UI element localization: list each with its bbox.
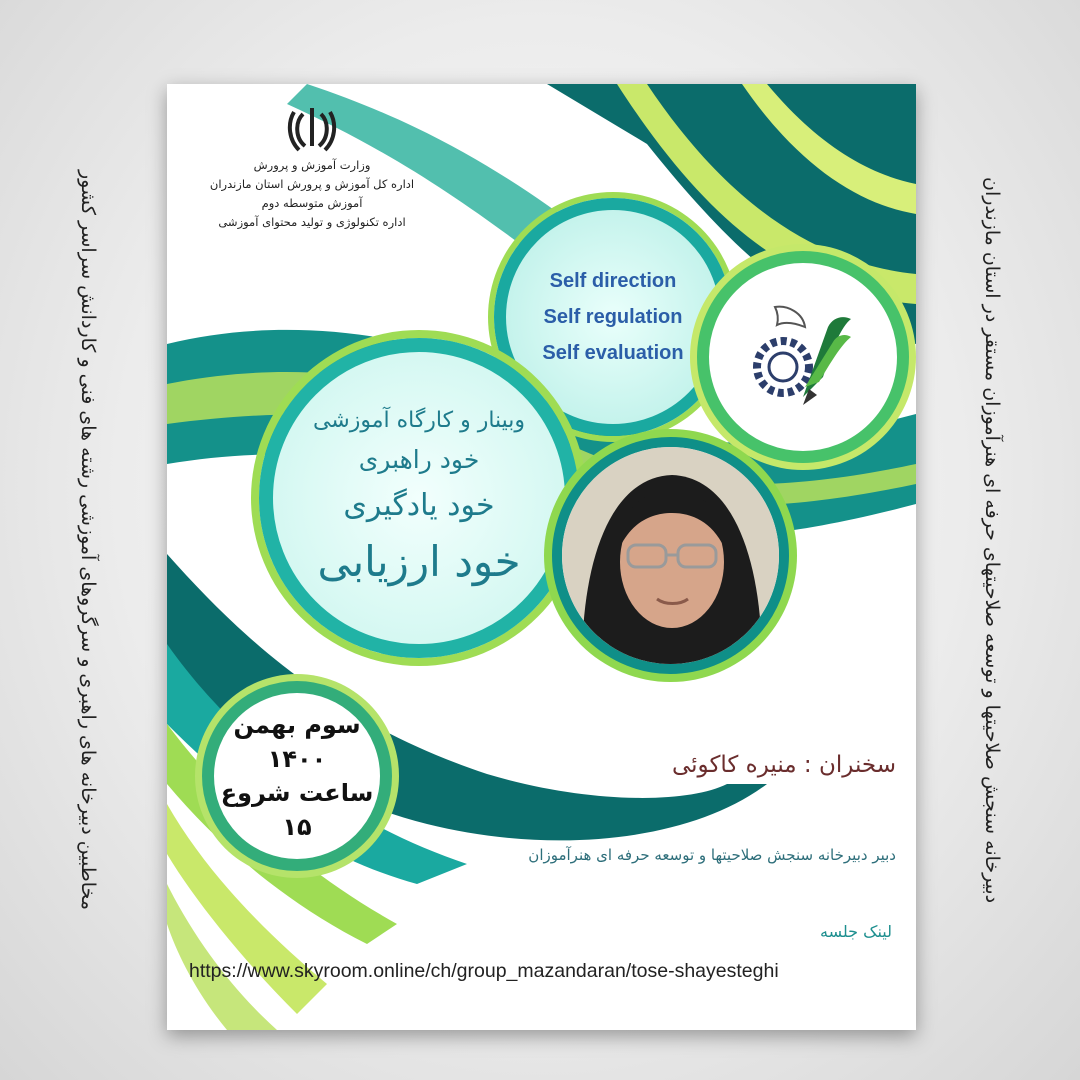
- skill-self-evaluation: Self evaluation: [542, 342, 684, 364]
- iran-emblem-icon: [286, 104, 338, 152]
- organization-logo-icon: [733, 287, 873, 427]
- title-self-learning: خود یادگیری: [343, 488, 495, 523]
- date-day-month: سوم بهمن: [233, 711, 361, 739]
- session-link-label: لینک جلسه: [820, 922, 892, 941]
- skill-self-direction: Self direction: [549, 270, 677, 292]
- title-webinar-workshop: وبینار و کارگاه آموزشی: [312, 408, 526, 433]
- date-circle: [202, 681, 392, 871]
- speaker-name: سخنران : منیره کاکوئی: [671, 752, 896, 778]
- logo-circle: [697, 251, 909, 463]
- title-self-direction: خود راهبری: [358, 445, 480, 474]
- webinar-title-circle: [259, 338, 579, 658]
- ministry-name: وزارت آموزش و پرورش: [253, 158, 371, 172]
- session-link[interactable]: https://www.skyroom.online/ch/group_mazandaran/tose-shayesteghi: [189, 960, 779, 982]
- date-year: ۱۴۰۰: [267, 745, 327, 773]
- organizer-vertical-text: دبیرخانه سنجش صلاحیتها و توسعه صلاحیتهای حرفه ای هنرآموزان مستقر در استان مازندران: [981, 176, 1003, 904]
- speaker-role: دبیر دبیرخانه سنجش صلاحیتها و توسعه حرفه ای هنرآموزان: [528, 846, 896, 864]
- speaker-portrait-icon: [562, 447, 779, 664]
- skill-self-regulation: Self regulation: [543, 306, 683, 328]
- speaker-photo: [552, 437, 789, 674]
- secondary-education: آموزش متوسطه دوم: [261, 196, 363, 210]
- audience-vertical-text: مخاطبین دبیرخانه های راهبری و سرگروهای آموزشی رشته های فنی و کاردانش سراسر کشور: [77, 169, 99, 911]
- title-self-assessment: خود ارزیابی: [317, 537, 521, 586]
- start-time-label: ساعت شروع: [220, 779, 374, 807]
- webinar-poster: [167, 84, 916, 1030]
- ministry-header: [187, 104, 437, 232]
- start-time-value: ۱۵: [282, 813, 312, 841]
- provincial-office: اداره کل آموزش و پرورش استان مازندران: [209, 177, 415, 191]
- technology-office: اداره تکنولوژی و تولید محتوای آموزشی: [218, 215, 406, 229]
